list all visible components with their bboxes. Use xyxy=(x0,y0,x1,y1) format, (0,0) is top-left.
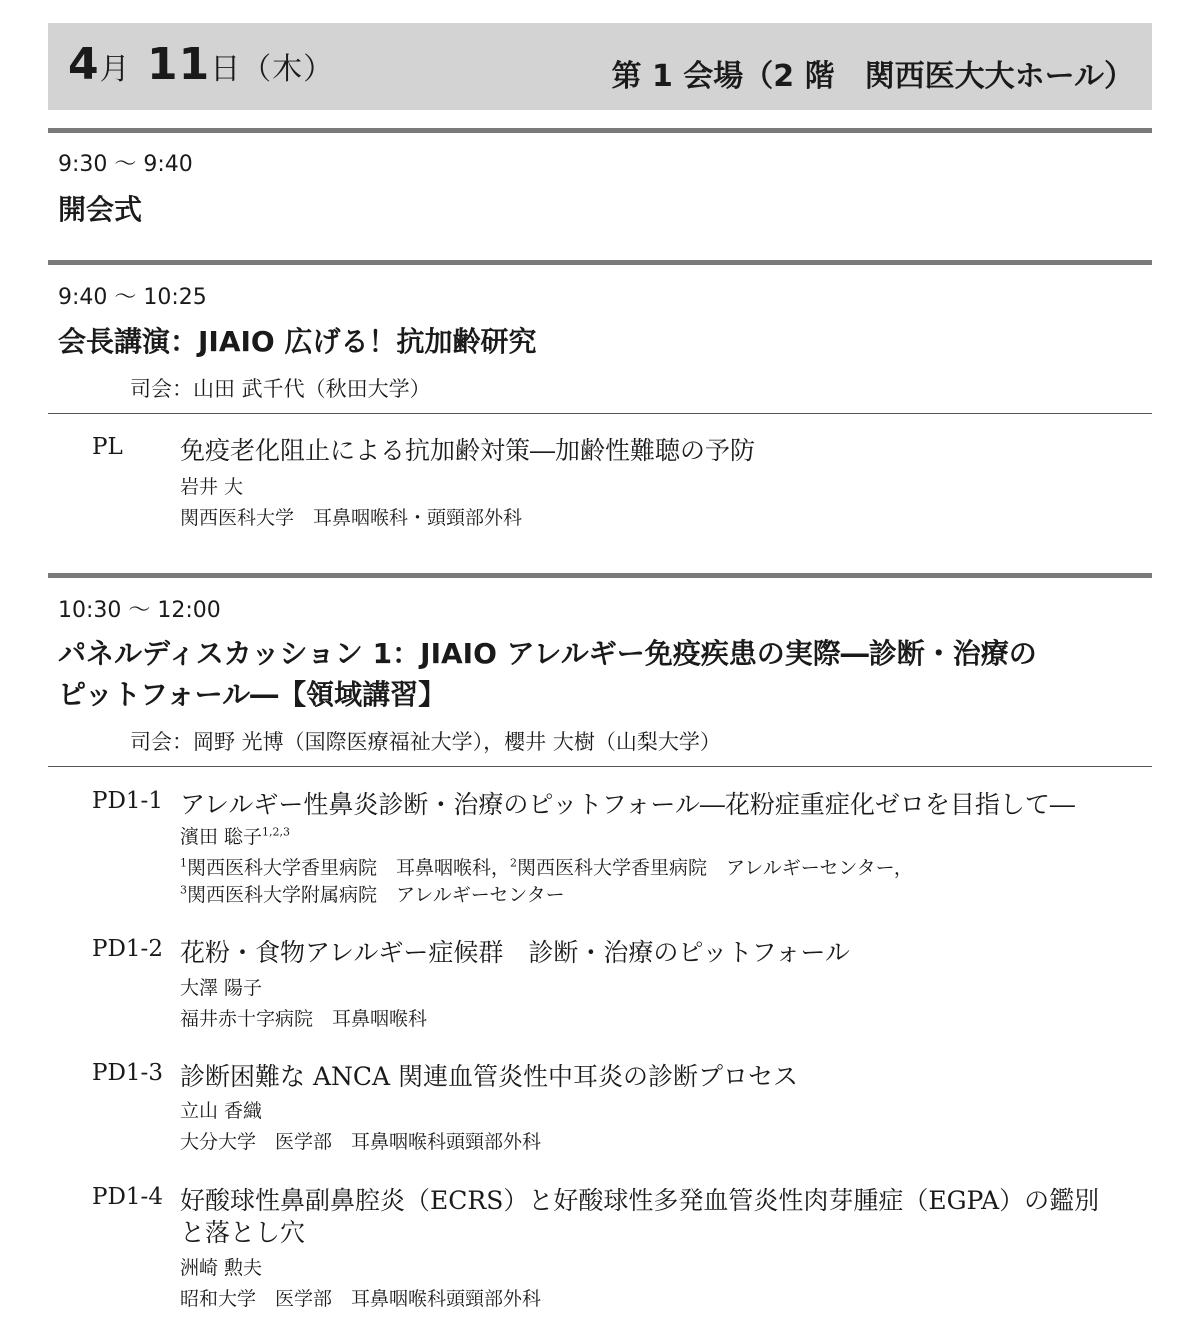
panel-title-line2: ピットフォール―【領域講習】 xyxy=(58,678,447,711)
talk-code: PD1-3 xyxy=(92,1060,163,1086)
author-name: 濱田 聡子 xyxy=(180,826,263,848)
session-date xyxy=(68,39,334,90)
presidential-time: 9:40 〜 10:25 xyxy=(58,285,207,310)
talk-title-line1: 好酸球性鼻副鼻腔炎（ECRS）と好酸球性多発血管炎性肉芽腫症（EGPA）の鑑別 xyxy=(180,1186,1100,1215)
venue-label: 第 1 会場（2 階 関西医大大ホール） xyxy=(611,59,1134,94)
month-unit: 月 xyxy=(99,52,131,87)
panel-time: 10:30 〜 12:00 xyxy=(58,598,221,623)
author-affiliation-marks: 1,2,3 xyxy=(262,825,291,839)
section-divider xyxy=(48,573,1152,578)
talk-affiliation: 福井赤十字病院 耳鼻咽喉科 xyxy=(180,1008,428,1030)
talk-affiliation xyxy=(180,880,565,907)
talk-affiliation: 大分大学 医学部 耳鼻咽喉科頭頸部外科 xyxy=(180,1131,542,1153)
talk-title-line2: と落とし穴 xyxy=(180,1218,306,1247)
section-divider xyxy=(48,260,1152,265)
talk-code: PL xyxy=(92,434,123,460)
aff-mark: 3 xyxy=(180,883,187,897)
section-divider xyxy=(48,128,1152,133)
talk-affiliation: 関西医科大学 耳鼻咽喉科・頭頸部外科 xyxy=(180,507,523,529)
day: 11 xyxy=(146,39,211,90)
talk-title: 免疫老化阻止による抗加齢対策―加齢性難聴の予防 xyxy=(180,436,756,465)
chair-divider xyxy=(48,413,1152,414)
weekday: （木） xyxy=(241,52,335,87)
opening-time: 9:30 〜 9:40 xyxy=(58,152,193,177)
day-unit: 日 xyxy=(210,52,242,87)
presidential-chair: 司会：山田 武千代（秋田大学） xyxy=(130,377,431,401)
talk-code: PD1-1 xyxy=(92,788,163,814)
opening-title: 開会式 xyxy=(58,193,143,226)
chair-divider xyxy=(48,766,1152,767)
talk-code: PD1-2 xyxy=(92,936,163,962)
aff-text: 関西医科大学附属病院 アレルギーセンター xyxy=(187,884,565,906)
day-header xyxy=(48,23,1152,110)
panel-chair: 司会：岡野 光博（国際医療福祉大学），櫻井 大樹（山梨大学） xyxy=(130,730,721,754)
talk-code: PD1-4 xyxy=(92,1184,163,1210)
talk-affiliation xyxy=(180,853,913,880)
talk-title: アレルギー性鼻炎診断・治療のピットフォール―花粉症重症化ゼロを目指して― xyxy=(180,790,1075,819)
talk-title: 診断困難な ANCA 関連血管炎性中耳炎の診断プロセス xyxy=(180,1062,799,1091)
presidential-title: 会長講演：JIAIO 広げる！抗加齢研究 xyxy=(58,325,537,358)
aff-text: 関西医科大学香里病院 アレルギーセンター， xyxy=(517,857,913,879)
talk-affiliation: 昭和大学 医学部 耳鼻咽喉科頭頸部外科 xyxy=(180,1288,542,1310)
talk-title: 花粉・食物アレルギー症候群 診断・治療のピットフォール xyxy=(180,938,850,967)
talk-author xyxy=(180,822,290,849)
talk-author: 岩井 大 xyxy=(180,476,244,498)
talk-author: 立山 香織 xyxy=(180,1100,263,1122)
aff-mark: 2 xyxy=(510,856,518,870)
talk-author: 洲崎 勲夫 xyxy=(180,1257,263,1279)
aff-text: 関西医科大学香里病院 耳鼻咽喉科， xyxy=(187,857,511,879)
aff-mark: 1 xyxy=(180,856,187,870)
talk-author: 大澤 陽子 xyxy=(180,977,263,999)
panel-title-line1: パネルディスカッション 1：JIAIO アレルギー免疫疾患の実際―診断・治療の xyxy=(58,637,1037,670)
month: 4 xyxy=(68,39,100,90)
